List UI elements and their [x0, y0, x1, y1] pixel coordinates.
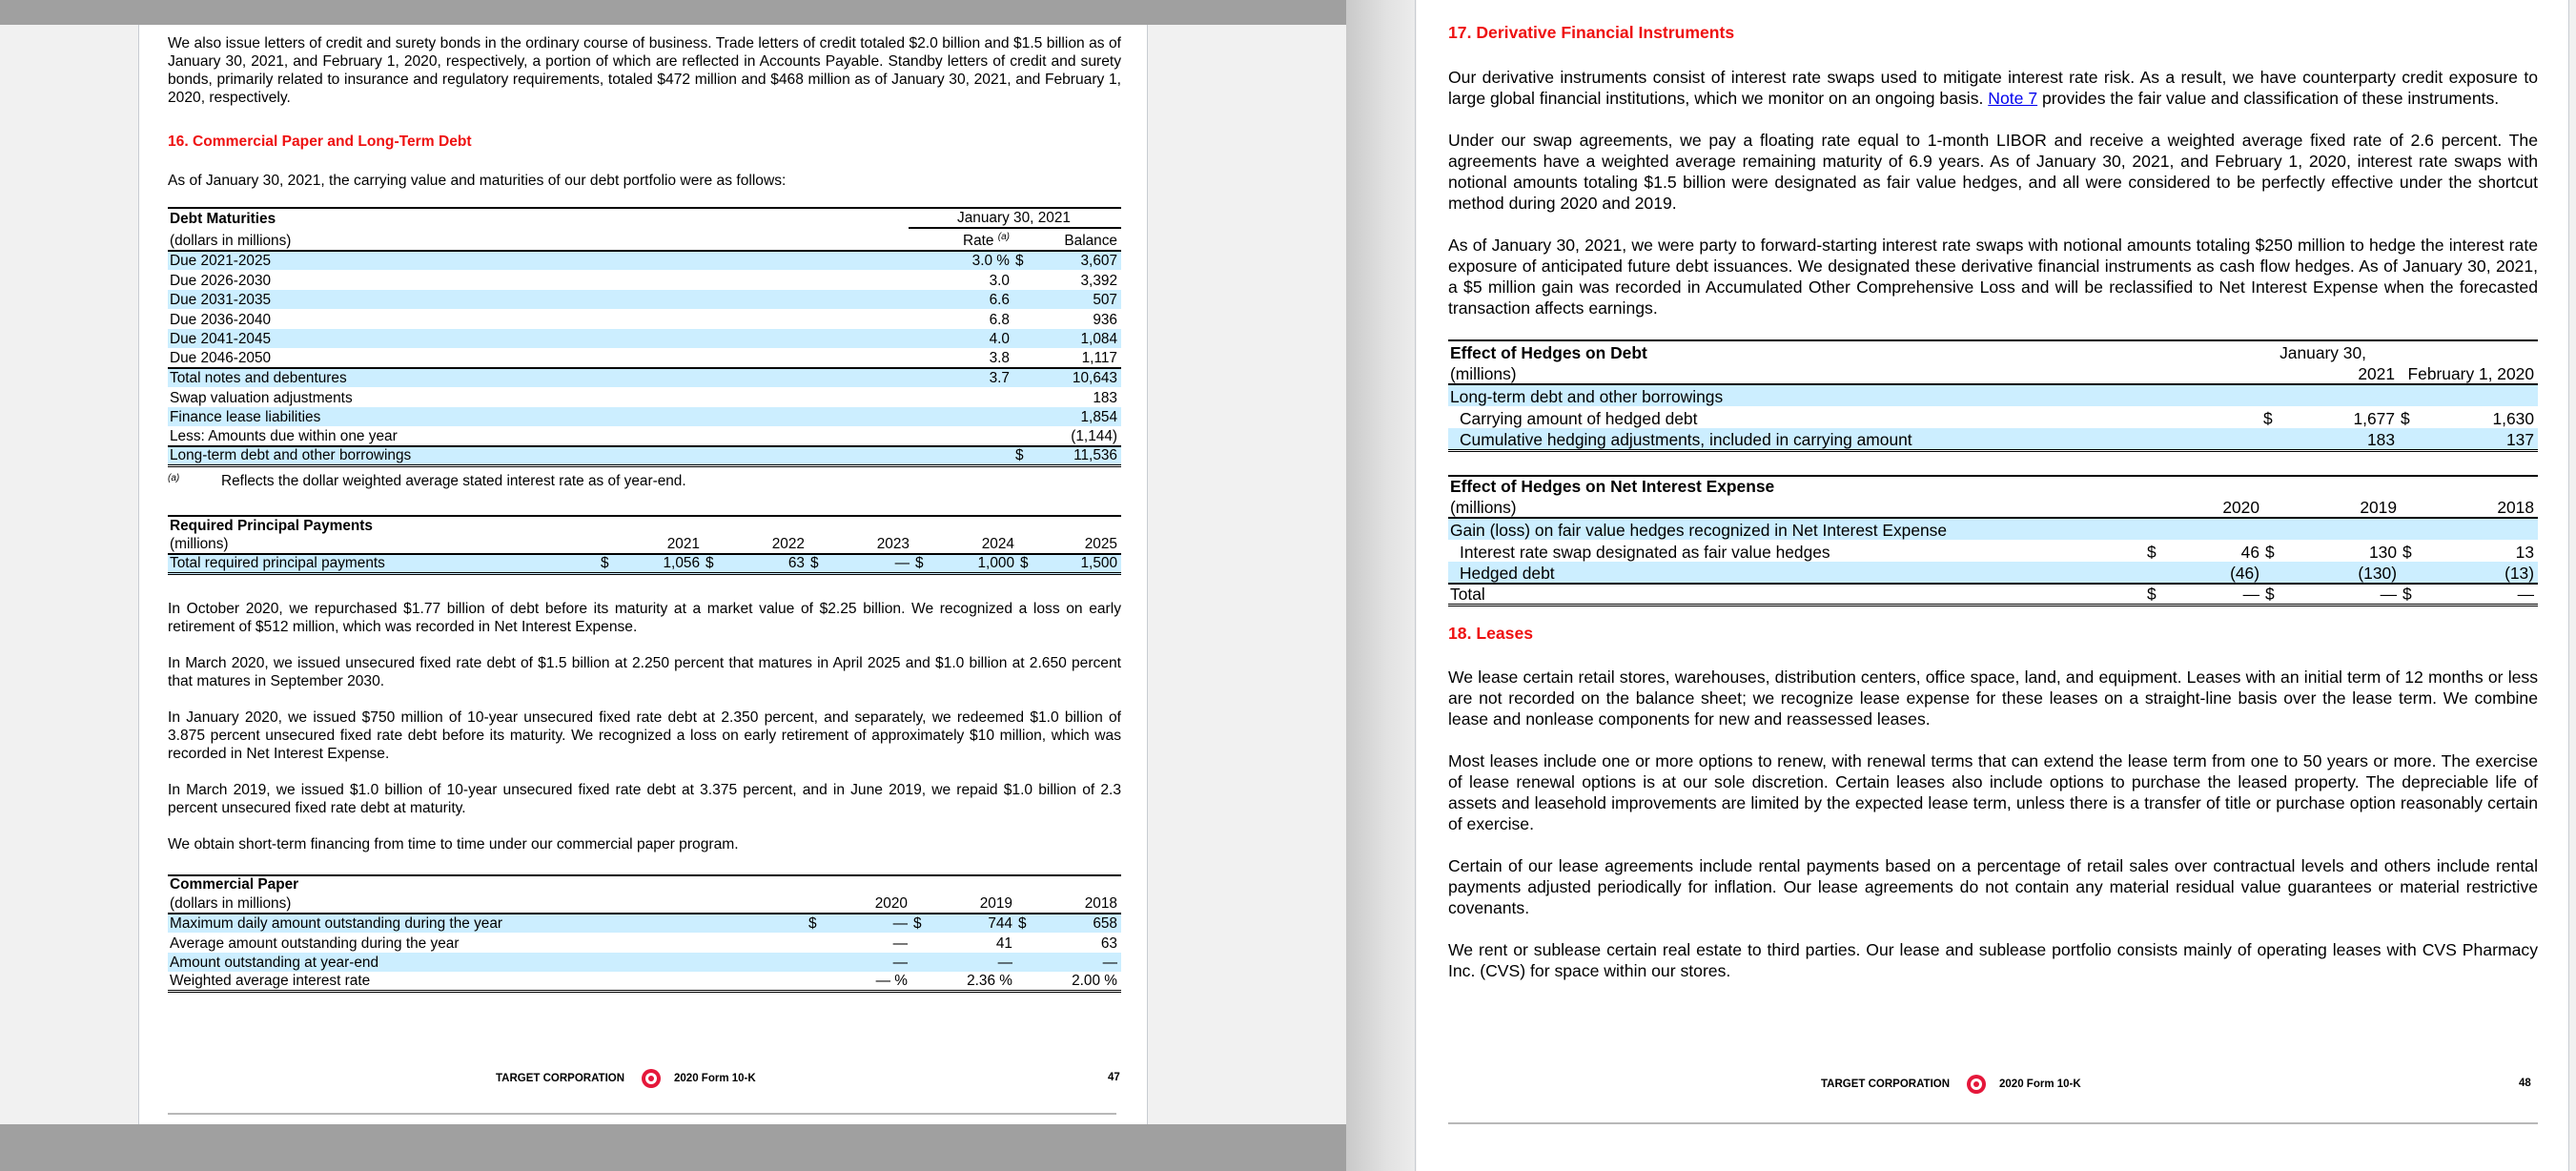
- derivatives-paragraph-3: As of January 30, 2021, we were party to forward-starting interest rate swaps with notional amounts totaling $250 million to hedge the interest rate exposure of anticipated future debt issuances. We designated these derivative financial instruments as cash flow hedges. As of January 30, 2021, a $5 million gain was recorded in Accumulated Other Comprehensive Loss and will be reclassified to Net Interest Expense when the forecasted transaction affects earnings.: [1448, 236, 2538, 318]
- table-row: Finance lease liabilities 1,854: [168, 407, 1121, 427]
- footer-divider: [168, 1113, 1116, 1115]
- leases-paragraph-3: Certain of our lease agreements include rental payments based on a percentage of retail sales over contractual levels and others include rental payments adjusted periodically for inflation. Our lease agreements do not contain any material residual value guarantees or material restrictive covenants.: [1448, 856, 2538, 917]
- debt-paragraph-jan-2020: In January 2020, we issued $750 million of 10-year unsecured fixed rate debt at 2.350 percent, and separately, we redeemed $1.0 billion of 3.875 percent unsecured fixed rate debt before its maturity. We recognized a loss on early retirement of approximately $10 million, which was recorded in Net Interest Expense.: [168, 709, 1121, 763]
- hedges-on-debt-table: Effect of Hedges on Debt January 30, (millions) 2021 February 1, 2020 Long-term debt and other borrowings Carrying amount of hedged debt $ 1,677 $ 1,630 Cumulative hedging adjustments, included in carrying amount 183 137: [1448, 339, 2538, 452]
- table-row: Due 2026-2030 3.0 3,392: [170, 272, 1117, 289]
- target-logo-icon: [1967, 1075, 1986, 1094]
- leases-paragraph-4: We rent or sublease certain real estate to third parties. Our lease and sublease portfolio consists mainly of operating leases with CVS Pharmacy Inc. (CVS) for space within our stores.: [1448, 940, 2538, 980]
- table-row: Due 2036-2040 6.8 936: [170, 311, 1117, 328]
- leases-paragraph-2: Most leases include one or more options to renew, with renewal terms that can extend the lease term from one to 50 years or more. The exercise of lease renewal options is at our sole discretion. Certain leases also include options to purchase the leased property. The depreciable life of assets and leasehold improvements are limited by the expected lease term, unless there is a transfer of title or purchase option reasonably certain of exercise.: [1448, 751, 2538, 833]
- debt-portfolio-intro: As of January 30, 2021, the carrying value and maturities of our debt portfolio were as follows:: [168, 173, 787, 189]
- page-number: 48: [2519, 1078, 2531, 1089]
- derivatives-paragraph-2: Under our swap agreements, we pay a floating rate equal to 1-month LIBOR and receive a weighted average fixed rate of 2.6 percent. The agreements have a weighted average remaining maturity of 6.9 years. As of January 30, 2021, and February 1, 2020, interest rate swaps with notional amounts totaling $1.5 billion were designated as fair value hedges, and all were considered to be perfectly effective under the shortcut method during 2020 and 2019.: [1448, 131, 2538, 213]
- table-title: Commercial Paper: [168, 875, 1121, 894]
- table-group-row: Long-term debt and other borrowings: [1448, 384, 2538, 406]
- table-row: Average amount outstanding during the year — 41 63: [170, 935, 1117, 952]
- debt-paragraph-mar-2020: In March 2020, we issued unsecured fixed rate debt of $1.5 billion at 2.250 percent that matures in April 2025 and $1.0 billion at 2.650 percent that matures in September 2030.: [168, 655, 1121, 690]
- table-group-row: Gain (loss) on fair value hedges recognized in Net Interest Expense: [1448, 518, 2538, 540]
- footer-form: 2020 Form 10-K: [674, 1073, 756, 1084]
- table-row: Due 2021-2025 3.0 % $ 3,607: [168, 251, 1121, 271]
- debt-paragraph-mar-2019: In March 2019, we issued $1.0 billion of 10-year unsecured fixed rate debt at 3.375 percent, and in June 2019, we repaid $1.0 billion of 2.3 percent unsecured fixed rate debt at maturity.: [168, 782, 1121, 817]
- document-page-47: [138, 25, 1148, 1124]
- required-principal-payments-table: Required Principal Payments (millions) 2021 2022 2023 2024 2025 Total required principal payments $ 1,056 $ 63 $ — $ 1,000 $ 1,500: [168, 515, 1121, 576]
- page-footer: [1821, 1075, 2081, 1094]
- footer-form: 2020 Form 10-K: [1999, 1079, 2081, 1090]
- footer-company: TARGET CORPORATION: [496, 1073, 625, 1084]
- table-row: Total required principal payments $ 1,056 $ 63 $ — $ 1,000 $ 1,500: [168, 554, 1121, 574]
- viewer-bottom-bar: [0, 1124, 1346, 1171]
- rate-header: Rate $^{(a)}$: [909, 228, 1013, 251]
- page-number: 47: [1108, 1072, 1120, 1083]
- table-subtitle: (dollars in millions): [168, 228, 909, 251]
- table-row: Maximum daily amount outstanding during the year $ — $ 744 $ 658: [168, 914, 1121, 934]
- table-row: Due 2046-2050 3.8 1,117: [168, 348, 1121, 368]
- table-subtitle: (millions): [1448, 496, 2145, 518]
- section-17-heading: 17. Derivative Financial Instruments: [1448, 23, 1735, 42]
- table-title: Effect of Hedges on Net Interest Expense: [1448, 476, 2538, 496]
- note-7-link[interactable]: Note 7: [1988, 89, 2038, 108]
- table-subtitle: (millions): [168, 535, 599, 555]
- section-16-heading: 16. Commercial Paper and Long-Term Debt: [168, 134, 472, 150]
- target-logo-icon: [642, 1069, 661, 1088]
- debt-maturities-table: [168, 207, 1121, 467]
- section-18-heading: 18. Leases: [1448, 624, 1534, 643]
- table-row: Cumulative hedging adjustments, included in carrying amount 183 137: [1448, 428, 2538, 450]
- scrollbar-track[interactable]: [2568, 0, 2576, 1171]
- table-title: Effect of Hedges on Debt: [1448, 340, 2261, 362]
- table-row: Weighted average interest rate — % 2.36 % 2.00 %: [168, 972, 1121, 992]
- table-row: Carrying amount of hedged debt $ 1,677 $ 1,630: [1460, 409, 2534, 428]
- viewer-top-bar: [0, 0, 1346, 25]
- hedges-on-net-interest-table: Effect of Hedges on Net Interest Expense (millions) 2020 2019 2018 Gain (loss) on fair value hedges recognized in Net Interest Expense Interest rate swap designated as fair value hedges $ 46 $ 130 $ 13 Hedged debt (46) (130) (13) Total $ — $ — $ —: [1448, 475, 2538, 607]
- commercial-paper-table: Commercial Paper (dollars in millions) 2020 2019 2018 Maximum daily amount outstanding during the year $ — $ 744 $ 658 Average amount outstanding during the year — 41 63 Amount outstanding at year-end — — — Weighted average interest rate — % 2.36 % 2.00 %: [168, 874, 1121, 993]
- table-subtitle: (millions): [1448, 362, 2261, 384]
- rate-footnote: (a) Reflects the dollar weighted average stated interest rate as of year-end.: [168, 472, 686, 489]
- table-title: Debt Maturities: [168, 208, 909, 228]
- table-subtitle: (dollars in millions): [168, 894, 807, 914]
- letters-of-credit-paragraph: We also issue letters of credit and surety bonds in the ordinary course of business. Trade letters of credit totaled $2.0 billion and $1.5 billion as of January 30, 2021, and February 1, 2020, respectively, a portion of which are reflected in Accounts Payable. Standby letters of credit and surety bonds, primarily related to insurance and regulatory requirements, totaled $472 million and $468 million as of January 30, 2021, and February 1, 2020, respectively.: [168, 35, 1121, 106]
- table-title: Required Principal Payments: [168, 516, 1121, 535]
- table-row: Less: Amounts due within one year (1,144): [168, 426, 1121, 446]
- table-row: Swap valuation adjustments 183: [170, 389, 1117, 406]
- footer-company: TARGET CORPORATION: [1821, 1079, 1951, 1090]
- table-row: Interest rate swap designated as fair value hedges $ 46 $ 130 $ 13: [1460, 542, 2534, 562]
- table-row: Hedged debt (46) (130) (13): [1448, 562, 2538, 584]
- page-footer: [496, 1069, 756, 1088]
- document-page-48: [1417, 0, 2568, 1171]
- table-row-total: Total $ — $ — $ —: [1448, 584, 2538, 606]
- period-header: January 30, 2021: [909, 208, 1121, 228]
- table-row: Due 2031-2035 6.6 507: [168, 290, 1121, 310]
- commercial-paper-intro: We obtain short-term financing from time to time under our commercial paper program.: [168, 836, 739, 853]
- leases-paragraph-1: We lease certain retail stores, warehouses, distribution centers, office space, land, and equipment. Leases with an initial term of 12 months or less are not recorded on the balance sheet; we recognize lease expense for these leases on a straight-line basis over the lease term. We combine lease and nonlease components for new and reassessed leases.: [1448, 668, 2538, 729]
- table-row-long-term-debt-total: Long-term debt and other borrowings $ 11,536: [168, 446, 1121, 466]
- table-row: Due 2041-2045 4.0 1,084: [168, 329, 1121, 349]
- derivatives-paragraph-1: Our derivative instruments consist of interest rate swaps used to mitigate interest rate risk. As a result, we have counterparty credit exposure to large global financial institutions, which we monitor on an ongoing basis. Note 7 provides the fair value and classification of these instruments.: [1448, 68, 2538, 108]
- table-row: Amount outstanding at year-end — — —: [168, 953, 1121, 973]
- table-row-total-notes: Total notes and debentures 3.7 10,643: [168, 368, 1121, 388]
- debt-paragraph-oct-2020: In October 2020, we repurchased $1.77 billion of debt before its maturity at a market value of $2.25 billion. We recognized a loss on early retirement of $512 million, which was recorded in Net Interest Expense.: [168, 601, 1121, 636]
- page-gutter: [1346, 0, 1416, 1171]
- balance-header: Balance: [1031, 228, 1121, 251]
- footer-divider: [1448, 1122, 2538, 1124]
